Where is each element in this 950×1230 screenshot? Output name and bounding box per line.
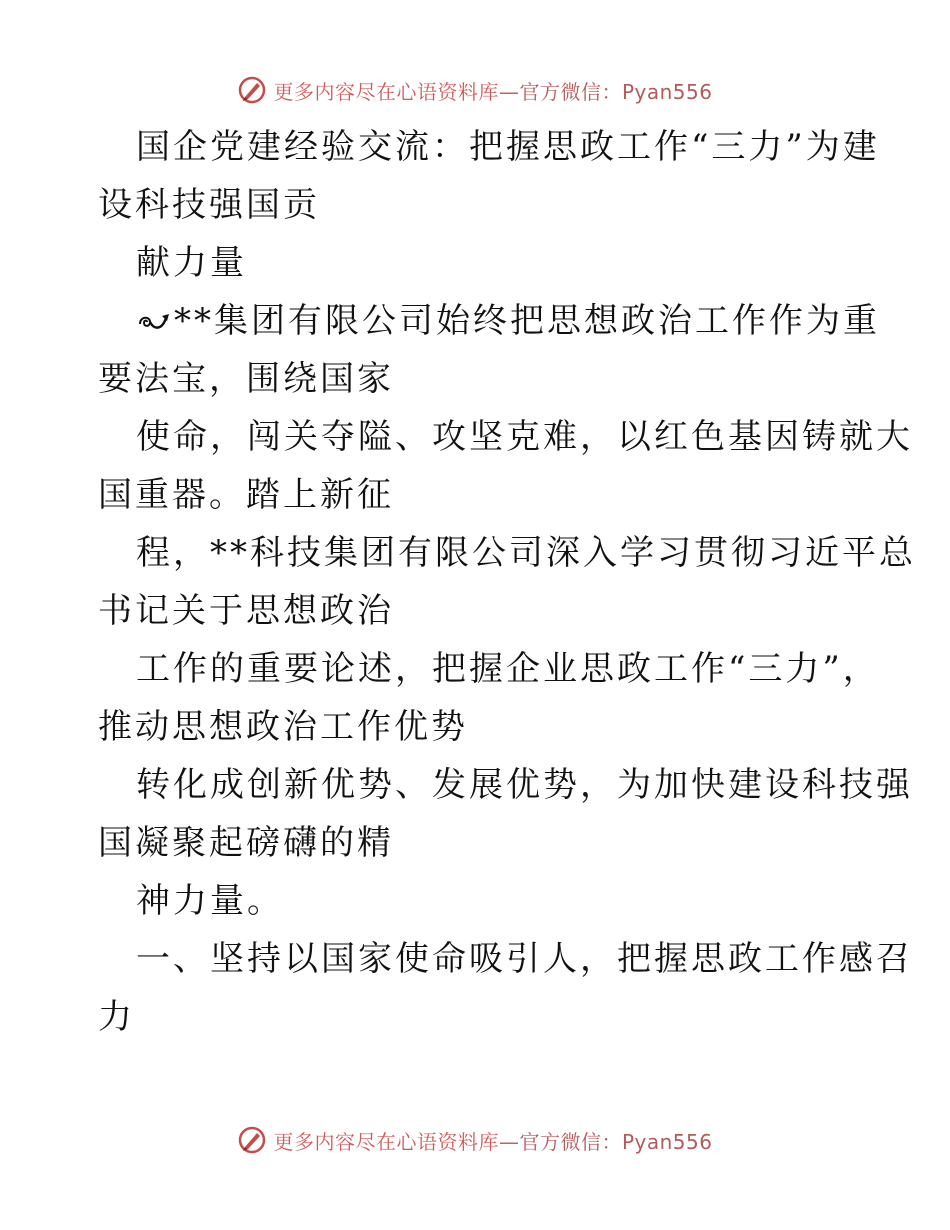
banner-text: 更多内容尽在心语资料库—: [273, 79, 520, 104]
title-line-3: 献力量: [136, 243, 247, 283]
paragraph-line: [98, 292, 880, 350]
paragraph-line: 国重器。踏上新征: [98, 475, 394, 515]
decorative-flourish-icon: [136, 310, 172, 334]
footer-banner: [0, 1120, 950, 1160]
header-banner: [0, 70, 950, 110]
paragraph-line: 国凝聚起磅礴的精: [98, 823, 394, 863]
paragraph-line: 神力量。: [136, 881, 284, 921]
paragraph-line: 要法宝，围绕国家: [98, 359, 394, 399]
title-line-1: 国企党建经验交流：把握思政工作“三力”为建: [136, 127, 880, 167]
section-heading-line: 一、坚持以国家使命吸引人，把握思政工作感召: [136, 939, 913, 979]
paragraph-line: 推动思想政治工作优势: [98, 707, 468, 747]
pen-logo-icon: [237, 75, 267, 105]
paragraph-line: 程，**科技集团有限公司深入学习贯彻习近平总: [136, 533, 916, 573]
banner-wechat: 官方微信：Pyan556: [519, 79, 713, 104]
title-line-2: 设科技强国贡: [98, 185, 320, 225]
section-heading-line: 力: [98, 997, 135, 1037]
paragraph-text: **集团有限公司始终把思想政治工作作为重: [174, 301, 880, 341]
banner-wechat: 官方微信：Pyan556: [519, 1129, 713, 1154]
pen-logo-icon: [237, 1125, 267, 1155]
paragraph-line: 工作的重要论述，把握企业思政工作“三力”，: [136, 649, 880, 689]
banner-text: 更多内容尽在心语资料库—: [273, 1129, 520, 1154]
paragraph-line: 转化成创新优势、发展优势，为加快建设科技强: [136, 765, 913, 805]
paragraph-line: 书记关于思想政治: [98, 591, 394, 631]
document-body: [98, 118, 916, 1046]
paragraph-line: 使命，闯关夺隘、攻坚克难，以红色基因铸就大: [136, 417, 913, 457]
